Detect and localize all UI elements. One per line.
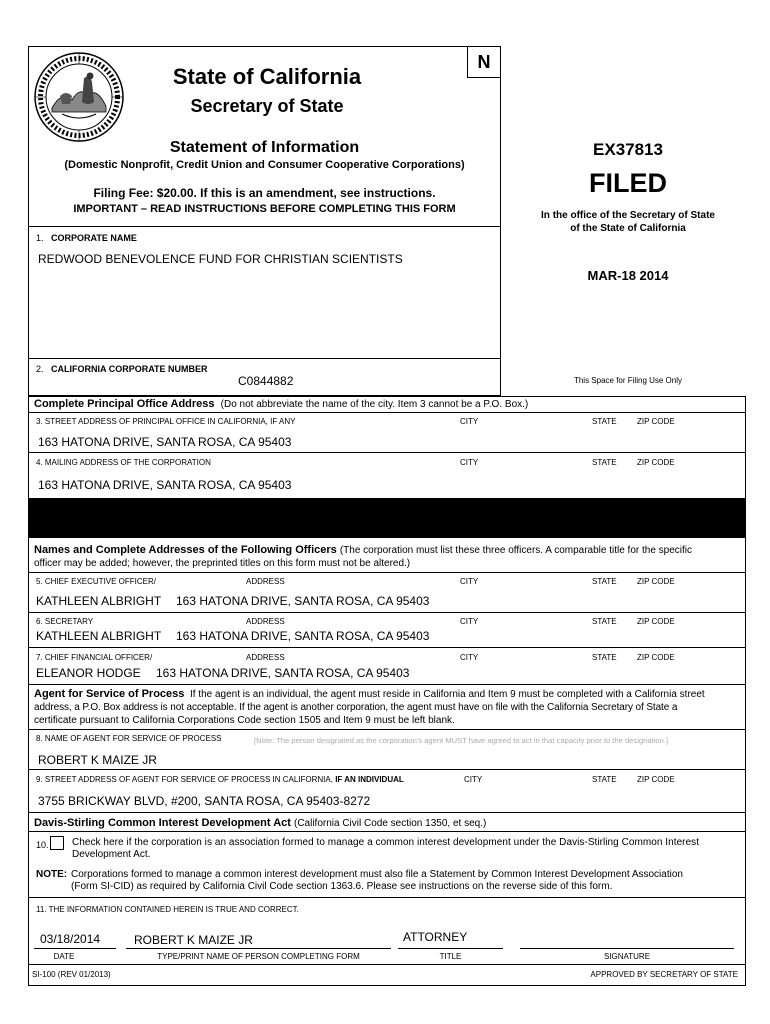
item7-zip: ZIP CODE: [637, 653, 675, 662]
filed-stamp: FILED: [589, 168, 667, 198]
redaction-bar: [28, 498, 746, 538]
secretary-name: KATHLEEN ALBRIGHT: [36, 629, 162, 643]
item7-address-col: ADDRESS: [246, 653, 285, 662]
item7-city: CITY: [460, 653, 479, 662]
filing-fee: Filing Fee: $20.00. If this is an amendment, see instructions.: [93, 186, 436, 200]
office-title: Secretary of State: [190, 96, 344, 116]
item3-state: STATE: [592, 417, 617, 426]
filing-office-line1: In the office of the Secretary of State: [541, 210, 715, 221]
cfo-name: ELEANOR HODGE: [36, 666, 141, 680]
item5-address-col: ADDRESS: [246, 577, 285, 586]
item3-zip: ZIP CODE: [637, 417, 675, 426]
item6-state: STATE: [592, 617, 617, 626]
signature-label: SIGNATURE: [603, 952, 651, 961]
item5-state: STATE: [592, 577, 617, 586]
principal-address: 163 HATONA DRIVE, SANTA ROSA, CA 95403: [38, 435, 292, 449]
filing-space-note: This Space for Filing Use Only: [573, 376, 683, 385]
item4-label: 4. MAILING ADDRESS OF THE CORPORATION: [36, 458, 211, 467]
item11-label: 11. THE INFORMATION CONTAINED HEREIN IS TRUE AND CORRECT.: [36, 905, 299, 914]
note-label: NOTE:: [36, 869, 68, 880]
form-id: SI-100 (REV 01/2013): [32, 970, 111, 979]
item7-state: STATE: [592, 653, 617, 662]
item4-state: STATE: [592, 458, 617, 467]
item1-label: 1. CORPORATE NAME: [36, 233, 137, 243]
item10-text1: Check here if the corporation is an association formed to manage a common interest development under the Davis-Stirling Common Interest: [72, 837, 700, 848]
ceo-name: KATHLEEN ALBRIGHT: [36, 594, 162, 608]
item9-label: 9. STREET ADDRESS OF AGENT FOR SERVICE OF PROCESS IN CALIFORNIA, IF AN INDIVIDUAL: [36, 775, 404, 784]
sign-title: ATTORNEY: [403, 930, 468, 944]
title-label: TITLE: [439, 952, 462, 961]
name-label: TYPE/PRINT NAME OF PERSON COMPLETING FORM: [157, 952, 360, 961]
item8-note: [Note: The person designated as the corporation's agent MUST have agreed to act in that capacity prior to the designation.]: [254, 736, 669, 745]
cfo-address: 163 HATONA DRIVE, SANTA ROSA, CA 95403: [156, 666, 410, 680]
item9-state: STATE: [592, 775, 617, 784]
important-note: IMPORTANT – READ INSTRUCTIONS BEFORE COMPLETING THIS FORM: [73, 203, 456, 215]
state-title: State of California: [172, 64, 362, 89]
item6-label: 6. SECRETARY: [36, 617, 94, 626]
agent-text3: certificate pursuant to California Corporations Code section 1505 and Item 9 must be left blank.: [34, 715, 455, 726]
item3-city: CITY: [460, 417, 479, 426]
cid-checkbox[interactable]: [50, 836, 64, 850]
item2-label: 2. CALIFORNIA CORPORATE NUMBER: [36, 364, 208, 374]
davis-heading: Davis-Stirling Common Interest Development Act (California Civil Code section 1350, et seq.): [34, 817, 487, 829]
filing-date: MAR-18 2014: [587, 268, 669, 283]
agent-heading: Agent for Service of Process If the agent is an individual, the agent must reside in California and Item 9 must be completed with a California street: [34, 688, 705, 700]
agent-name: ROBERT K MAIZE JR: [38, 753, 157, 767]
item7-label: 7. CHIEF FINANCIAL OFFICER/: [36, 653, 153, 662]
item10-text2: Development Act.: [72, 849, 151, 860]
item9-city: CITY: [464, 775, 483, 784]
officers-note: officer may be added; however, the preprinted titles on this form must not be altered.): [34, 558, 411, 569]
item6-zip: ZIP CODE: [637, 617, 675, 626]
ceo-address: 163 HATONA DRIVE, SANTA ROSA, CA 95403: [176, 594, 430, 608]
mailing-address: 163 HATONA DRIVE, SANTA ROSA, CA 95403: [38, 478, 292, 492]
item6-address-col: ADDRESS: [246, 617, 285, 626]
principal-heading: Complete Principal Office Address (Do not abbreviate the name of the city. Item 3 cannot be a P.O. Box.): [34, 398, 529, 410]
item5-label: 5. CHIEF EXECUTIVE OFFICER/: [36, 577, 157, 586]
item4-city: CITY: [460, 458, 479, 467]
sign-name: ROBERT K MAIZE JR: [134, 933, 253, 947]
filing-number: EX37813: [593, 140, 663, 159]
agent-address: 3755 BRICKWAY BLVD, #200, SANTA ROSA, CA 95403-8272: [38, 794, 371, 808]
agent-text2: address, a P.O. Box address is not acceptable. If the agent is another corporation, the agent must have on file with the California Secretary of State a: [34, 702, 678, 713]
note-text1: Corporations formed to manage a common interest development must also file a Statement by Common Interest Development Association: [71, 869, 683, 880]
item3-label: 3. STREET ADDRESS OF PRINCIPAL OFFICE IN CALIFORNIA, IF ANY: [36, 417, 296, 426]
approved-by: APPROVED BY SECRETARY OF STATE: [590, 970, 738, 979]
item4-zip: ZIP CODE: [637, 458, 675, 467]
date-label: DATE: [53, 952, 75, 961]
statement-subtitle: (Domestic Nonprofit, Credit Union and Consumer Cooperative Corporations): [64, 159, 465, 171]
form-letter: N: [477, 52, 491, 72]
corporate-name: REDWOOD BENEVOLENCE FUND FOR CHRISTIAN SCIENTISTS: [38, 252, 403, 266]
item5-zip: ZIP CODE: [637, 577, 675, 586]
sign-date: 03/18/2014: [40, 932, 101, 946]
corporate-number: C0844882: [238, 374, 294, 388]
item6-city: CITY: [460, 617, 479, 626]
item9-zip: ZIP CODE: [637, 775, 675, 784]
officers-heading: Names and Complete Addresses of the Following Officers (The corporation must list these three officers. A comparable title for the specific: [34, 544, 693, 556]
note-text2: (Form SI-CID) as required by California Civil Code section 1363.6. Please see instructions on the reverse side of this form.: [71, 881, 613, 892]
filing-office-line2: of the State of California: [570, 223, 686, 234]
statement-title: Statement of Information: [169, 139, 360, 156]
item8-label: 8. NAME OF AGENT FOR SERVICE OF PROCESS: [36, 734, 222, 743]
item5-city: CITY: [460, 577, 479, 586]
secretary-address: 163 HATONA DRIVE, SANTA ROSA, CA 95403: [176, 629, 430, 643]
item10-num: 10.: [36, 840, 49, 850]
